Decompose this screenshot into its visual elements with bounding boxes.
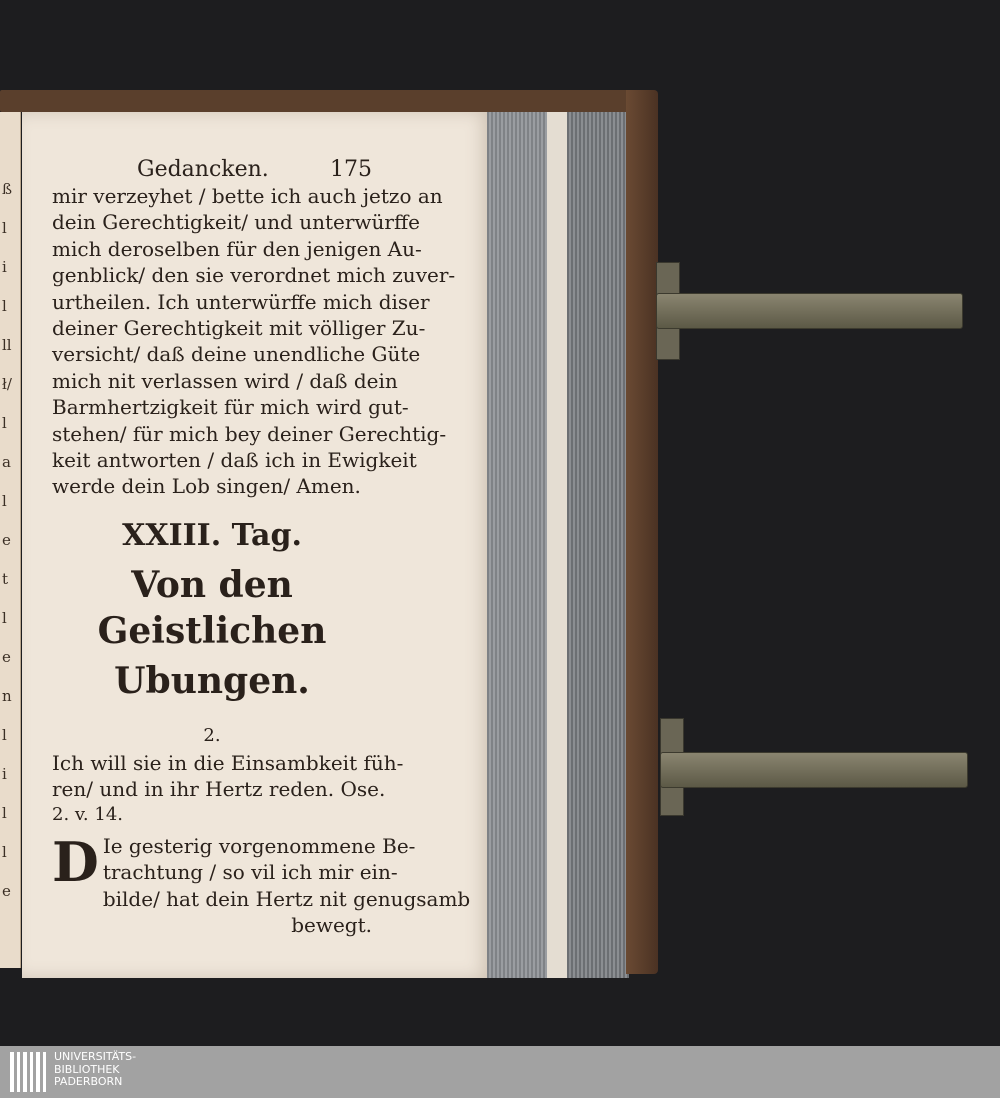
book-clip-top	[656, 293, 963, 329]
quote-line: ren/ und in ihr Hertz reden. Ose.	[52, 777, 386, 802]
page-number: 175	[330, 157, 372, 182]
page-edge	[487, 112, 549, 978]
text-line: mich nit verlassen wird / daß dein	[52, 368, 398, 393]
body-text	[52, 183, 456, 500]
text-line: urtheilen. Ich unterwürffe mich diser	[52, 289, 430, 314]
sliver-glyph: l	[2, 219, 7, 237]
text-line: stehen/ für mich bey deiner Gerechtig-	[52, 421, 447, 446]
text-line: mich deroselben für den jenigen Au-	[52, 236, 422, 261]
footer-bar	[0, 1046, 1000, 1098]
book-cover-edge	[626, 90, 658, 974]
sliver-glyph: e	[2, 882, 11, 900]
page-edge-light	[547, 112, 569, 978]
sliver-glyph: t	[2, 570, 9, 588]
running-title: Gedancken.	[137, 157, 269, 182]
library-name-line: BIBLIOTHEK	[54, 1062, 120, 1076]
sliver-glyph: e	[2, 531, 11, 549]
sliver-glyph: a	[2, 453, 11, 471]
library-name-line: UNIVERSITÄTS-	[54, 1050, 137, 1063]
sliver-glyph: l	[2, 609, 7, 627]
section-title-line-1: Von den Geistlichen	[97, 563, 327, 652]
library-name	[54, 1051, 136, 1089]
text-line: keit antworten / daß ich in Ewigkeit	[52, 448, 417, 473]
text-line: deiner Gerechtigkeit mit völliger Zu-	[52, 316, 426, 341]
page-edge	[567, 112, 629, 978]
sliver-glyph: l	[2, 297, 7, 315]
sliver-glyph: l	[2, 492, 7, 510]
sliver-glyph: ł/	[2, 375, 12, 393]
text-line: versicht/ daß deine unendliche Güte	[52, 342, 421, 367]
page-text	[52, 157, 471, 938]
sliver-glyph: l	[2, 414, 7, 432]
section-title-line-2: Ubungen.	[114, 659, 310, 702]
sliver-glyph: l	[2, 804, 7, 822]
text-line: werde dein Lob singen/ Amen.	[52, 474, 361, 499]
text-line: dein Gerechtigkeit/ und unterwürffe	[52, 210, 421, 235]
sliver-glyph: i	[2, 765, 7, 783]
text-line: trachtung / so vil ich mir ein-	[102, 860, 398, 885]
quote-reference: 2. v. 14.	[52, 803, 123, 825]
sliver-glyph: ß	[2, 180, 13, 198]
sliver-glyph: i	[2, 258, 7, 276]
text-line: Barmhertzigkeit für mich wird gut-	[52, 395, 409, 420]
book-cover-top	[0, 90, 650, 112]
running-header	[137, 157, 372, 183]
left-page-sliver	[0, 112, 21, 968]
text-line: bilde/ hat dein Hertz nit genugsamb	[102, 886, 471, 911]
text-line: mir verzeyhet / bette ich auch jetzo an	[52, 184, 443, 208]
drop-cap: D	[52, 829, 99, 894]
day-heading: XXIII. Tag.	[122, 517, 302, 553]
quote-line: Ich will sie in die Einsambkeit füh-	[52, 750, 404, 775]
sliver-glyph: l	[2, 726, 7, 744]
catchword: bewegt.	[291, 912, 372, 937]
text-line: Ie gesterig vorgenommene Be-	[102, 833, 416, 858]
section-number: 2.	[203, 724, 221, 746]
text-line: genblick/ den sie verordnet mich zuver-	[52, 263, 456, 288]
right-page	[22, 112, 490, 978]
sliver-glyph: ll	[2, 336, 12, 354]
library-logo-icon	[10, 1052, 46, 1092]
sliver-glyph: n	[2, 687, 12, 705]
library-name-line: PADERBORN	[54, 1075, 123, 1088]
sliver-glyph: l	[2, 843, 7, 861]
sliver-glyph: e	[2, 648, 11, 666]
book-clip-bottom	[660, 752, 968, 788]
paragraph	[52, 829, 471, 912]
